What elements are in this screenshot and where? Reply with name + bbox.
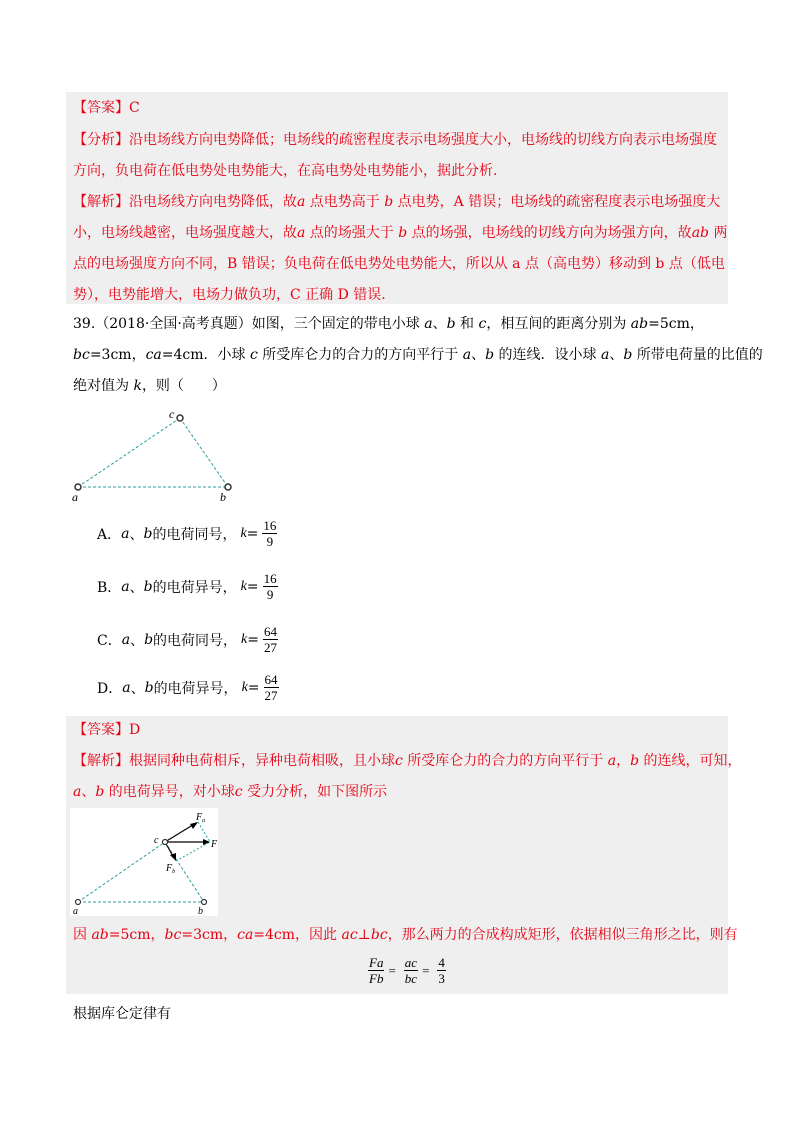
charge-triangle-figure <box>68 405 238 505</box>
label-a: a <box>73 906 78 916</box>
q39-answer: 【答案】D <box>73 722 141 738</box>
side-ac <box>78 842 165 902</box>
label-c: c <box>154 835 159 846</box>
q38-answer <box>73 98 140 118</box>
option-b-fraction: $\frac{16}{9}$ <box>263 571 277 602</box>
q39-stem-line-2: bc=3cm，ca=4cm．小球 c 所受库仑力的合力的方向平行于 a、b 的连线．设小球 a、b 所带电荷量的比值的 <box>73 347 763 363</box>
charge-c <box>177 415 183 421</box>
q38-explain-line-1: 【解析】沿电场线方向电势降低，故a 点电势高于 b 点电势，A 错误；电场线的疏密程度表示电场强度大 <box>73 194 721 210</box>
label-f: F <box>211 839 218 850</box>
ratio-equation: $\frac{Fa}{Fb}$ = $\frac{ac}{bc}$ = $\frac{4}{3}$ <box>369 955 445 986</box>
side-bc <box>180 418 228 487</box>
option-a[interactable]: A． a 、 b 的电荷同号， k = $\frac{16}{9}$ <box>97 518 277 549</box>
charge-c <box>163 840 168 845</box>
option-b[interactable]: B． a 、 b 的电荷异号， k = $\frac{16}{9}$ <box>97 571 277 602</box>
question-number: 39. <box>73 316 96 332</box>
label-a: a <box>72 490 78 504</box>
charge-a <box>76 900 81 905</box>
vector-fb-head <box>170 853 176 861</box>
label-fb: $F_b$ <box>166 863 176 875</box>
vector-fa-head <box>190 822 198 829</box>
q39-stem-line-3: 绝对值为 k，则（ ） <box>73 378 226 394</box>
rect-edge-1 <box>198 822 210 842</box>
option-d-fraction: $\frac{64}{27}$ <box>264 672 278 703</box>
q39-explain-line-2: a、b 的电荷异号，对小球c 受力分析，如下图所示 <box>73 784 388 800</box>
q38-analysis-line-1: 【分析】沿电场线方向电势降低；电场线的疏密程度表示电场强度大小，电场线的切线方向表示电场强度 <box>73 132 717 148</box>
q39-stem-line-1: 39.（2018·全国·高考真题）如图，三个固定的带电小球 a、b 和 c，相互间的距离分别为 ab=5cm， <box>73 316 704 332</box>
option-c[interactable]: C． a 、 b 的电荷同号， k = $\frac{64}{27}$ <box>97 624 277 655</box>
analysis-tag: 【分析】 <box>73 132 129 148</box>
label-fa: $F_a$ <box>196 812 206 824</box>
q38-analysis-line-2: 方向，负电荷在低电势处电势能大，在高电势处电势能小，据此分析. <box>73 163 498 179</box>
rect-edge-2 <box>176 842 210 861</box>
q39-explain-line-3: 因 ab=5cm，bc=3cm，ca=4cm，因此 ac⊥bc，那么两力的合成构成矩形，依据相似三角形之比，则有 <box>73 927 738 943</box>
answer-tag: 【答案】 <box>73 100 129 116</box>
q38-explain-line-3: 点的电场强度方向不同，B 错误；负电荷在低电势处电势能大，所以从 a 点（高电势）移动到 b 点（低电 <box>73 256 725 272</box>
force-analysis-figure <box>70 808 218 916</box>
explain-tag: 【解析】 <box>73 194 129 210</box>
side-ac <box>78 418 180 487</box>
option-d[interactable]: D． a 、 b 的电荷异号， k = $\frac{64}{27}$ <box>97 672 278 703</box>
question-source: （2018·全国·高考真题） <box>95 316 252 332</box>
answer-value: C <box>129 100 140 116</box>
label-b: b <box>220 490 226 504</box>
option-c-fraction: $\frac{64}{27}$ <box>264 624 277 655</box>
q38-explain-line-4: 势），电势能增大，电场力做负功，C 正确 D 错误. <box>73 287 386 303</box>
label-c: c <box>169 407 175 421</box>
label-b: b <box>198 906 203 916</box>
q38-explain-line-2: 小，电场线越密，电场强度越大，故a 点的场强大于 b 点的场强，电场线的切线方向为场强方向，故ab 两 <box>73 225 728 241</box>
q39-explain-line-1: 【解析】根据同种电荷相斥，异种电荷相吸，且小球c 所受库仑力的合力的方向平行于 a，b 的连线，可知， <box>73 753 742 769</box>
option-a-fraction: $\frac{16}{9}$ <box>263 518 277 549</box>
q39-explain-line-4: 根据库仑定律有 <box>73 1006 171 1022</box>
charge-b <box>202 900 207 905</box>
